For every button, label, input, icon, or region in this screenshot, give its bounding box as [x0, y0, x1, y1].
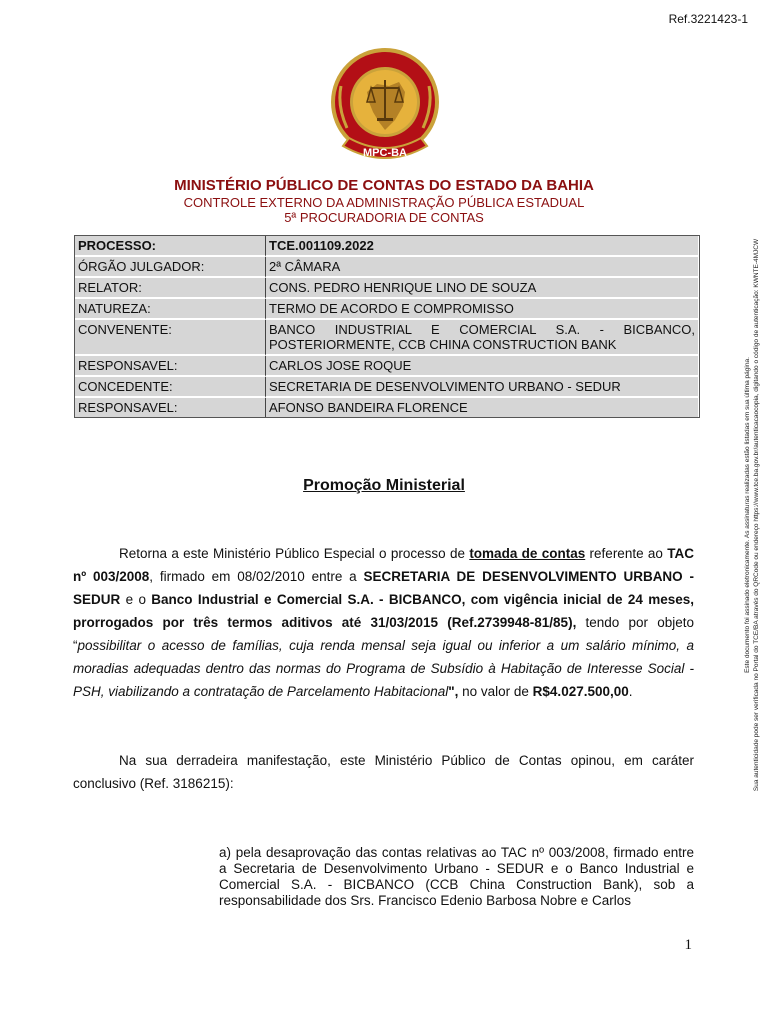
row-label: RESPONSAVEL:: [75, 356, 266, 377]
page-number: 1: [684, 937, 692, 953]
table-row: [75, 320, 699, 356]
row-value: AFONSO BANDEIRA FLORENCE: [266, 398, 699, 417]
row-value: CONS. PEDRO HENRIQUE LINO DE SOUZA: [266, 278, 699, 299]
quoted-opinion: a) pela desaprovação das contas relativas ao TAC nº 003/2008, firmado entre a Secretaria de Desenvolvimento Urbano - SEDUR e o Banco Industrial e Comercial S.A. - BICBANCO (CCB China Construction Bank), sob a responsabilidade dos Srs. Francisco Edenio Barbosa Nobre e Carlos: [219, 845, 694, 908]
table-row: [75, 278, 699, 299]
row-value: CARLOS JOSE ROQUE: [266, 356, 699, 377]
paragraph-previous-opinion: Na sua derradeira manifestação, este Ministério Público de Contas opinou, em caráter conclusivo (Ref. 3186215):: [73, 753, 694, 791]
row-label: CONVENENTE:: [75, 320, 266, 356]
row-label: NATUREZA:: [75, 299, 266, 320]
table-row: [75, 299, 699, 320]
row-label: ÓRGÃO JULGADOR:: [75, 257, 266, 278]
seal-label: MPC-BA: [363, 147, 407, 159]
paragraph-intro: Retorna a este Ministério Público Especial o processo de tomada de contas referente ao TAC nº 003/2008, firmado em 08/02/2010 entre a SECRETARIA DE DESENVOLVIMENTO URBANO - SEDUR e o Banco Industrial e Comercial S.A. - BICBANCO, com vigência inicial de 24 meses, prorrogados por três termos aditivos até 31/03/2015 (Ref.2739948-81/85), tendo por objeto “possibilitar o acesso de famílias, cuja renda mensal seja igual ou inferior a um salário mínimo, a moradias adequadas dentro das normas do Programa de Subsídio à Habitação de Interesse Social - PSH, viabilizando a contratação de Parcelamento Habitacional", no valor de R$4.027.500,00.: [73, 546, 694, 699]
document-title: Promoção Ministerial: [303, 477, 465, 494]
table-row: [75, 377, 699, 398]
process-info-table: [74, 235, 700, 418]
row-value: TCE.001109.2022: [266, 236, 699, 257]
row-label: PROCESSO:: [75, 236, 266, 257]
header-subtitle: CONTROLE EXTERNO DA ADMINISTRAÇÃO PÚBLICA ESTADUAL: [183, 195, 585, 210]
table-row: [75, 398, 699, 417]
header-procuradoria: 5ª PROCURADORIA DE CONTAS: [284, 210, 484, 225]
row-value: TERMO DE ACORDO E COMPROMISSO: [266, 299, 699, 320]
table-row: [75, 356, 699, 377]
row-label: RELATOR:: [75, 278, 266, 299]
table-row: [75, 236, 699, 257]
header-institution: MINISTÉRIO PÚBLICO DE CONTAS DO ESTADO DA BAHIA: [174, 177, 594, 194]
table-row: [75, 257, 699, 278]
row-label: CONCEDENTE:: [75, 377, 266, 398]
authentication-notice: Este documento foi assinado eletronicamente. As assinaturas realizadas estão listadas em sua última página. Sua autenticidade pode ser verificada no Portal do TCE/BA através do QRCode ou endereço https://www.tce.ba.gov.br/autenticacaocopia, digitando o código de autenticação: KWNTE-4MJCW: [744, 238, 760, 792]
row-label: RESPONSAVEL:: [75, 398, 266, 417]
row-value: 2ª CÂMARA: [266, 257, 699, 278]
document-reference: Ref.3221423-1: [668, 12, 748, 26]
row-value: BANCO INDUSTRIAL E COMERCIAL S.A. - BICBANCO, POSTERIORMENTE, CCB CHINA CONSTRUCTION BANK: [266, 320, 699, 356]
row-value: SECRETARIA DE DESENVOLVIMENTO URBANO - SEDUR: [266, 377, 699, 398]
mpc-ba-seal-logo: [329, 46, 441, 172]
